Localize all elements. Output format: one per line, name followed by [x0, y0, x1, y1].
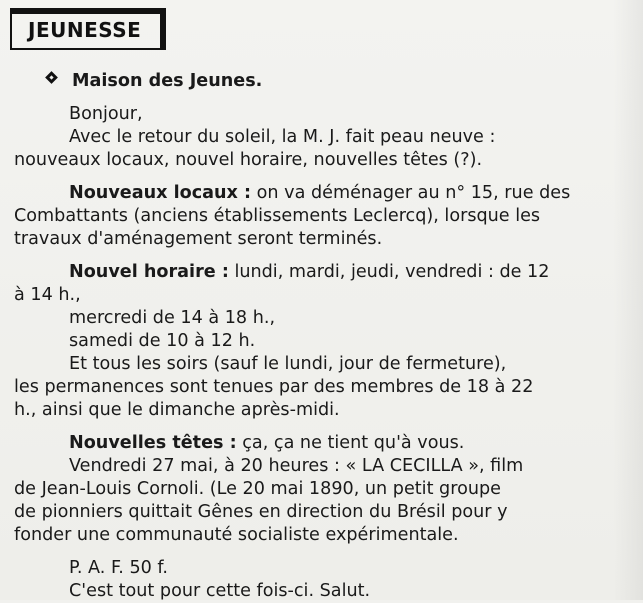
p3-line-6: les permanences sont tenues par des membres de 18 à 22: [14, 377, 534, 397]
p2-line-1-text: on va déménager au n° 15, rue des: [256, 183, 571, 203]
p4-line-5: fonder une communauté socialiste expérimentale.: [14, 525, 459, 545]
closing-line: C'est tout pour cette fois-ci. Salut.: [69, 581, 371, 601]
p3-line-7: h., ainsi que le dimanche après-midi.: [14, 400, 340, 420]
p2-line-2: Combattants (anciens établissements Leclercq), lorsque les: [14, 206, 541, 226]
p4-label: Nouvelles têtes :: [69, 433, 237, 453]
section-title: JEUNESSE: [28, 18, 142, 42]
paf-line: P. A. F. 50 f.: [69, 558, 168, 578]
p4-line-4: de pionniers quittait Gênes en direction du Brésil pour y: [14, 502, 508, 522]
article-body: [14, 70, 632, 603]
diamond-bullet-icon: [46, 72, 58, 84]
p2-line-3: travaux d'aménagement seront terminés.: [14, 229, 383, 249]
p3-line-4: samedi de 10 à 12 h.: [69, 331, 256, 351]
p1-line-2: nouveaux locaux, nouvel horaire, nouvelles têtes (?).: [14, 150, 483, 170]
p3-line-5: Et tous les soirs (sauf le lundi, jour de fermeture),: [69, 354, 507, 374]
p2-label: Nouveaux locaux :: [69, 183, 252, 203]
p4-line-2: Vendredi 27 mai, à 20 heures : « LA CECILLA », film: [69, 456, 524, 476]
p3-line-1-text: lundi, mardi, jeudi, vendredi : de 12: [234, 262, 550, 282]
p4-line-3: de Jean-Louis Cornoli. (Le 20 mai 1890, un petit groupe: [14, 479, 501, 499]
p3-line-2: à 14 h.,: [14, 285, 81, 305]
article-heading-text: Maison des Jeunes.: [72, 71, 263, 91]
p3-line-3: mercredi de 14 à 18 h.,: [69, 308, 276, 328]
article-heading: [14, 70, 632, 93]
p1-line-1: Avec le retour du soleil, la M. J. fait peau neuve :: [69, 127, 496, 147]
p3-line-1: [14, 261, 632, 284]
p4-line-1: [14, 432, 632, 455]
p2-line-1: [14, 182, 632, 205]
p3-label: Nouvel horaire :: [69, 262, 229, 282]
p4-line-1-text: ça, ça ne tient qu'à vous.: [242, 433, 465, 453]
greeting: Bonjour,: [69, 104, 143, 124]
